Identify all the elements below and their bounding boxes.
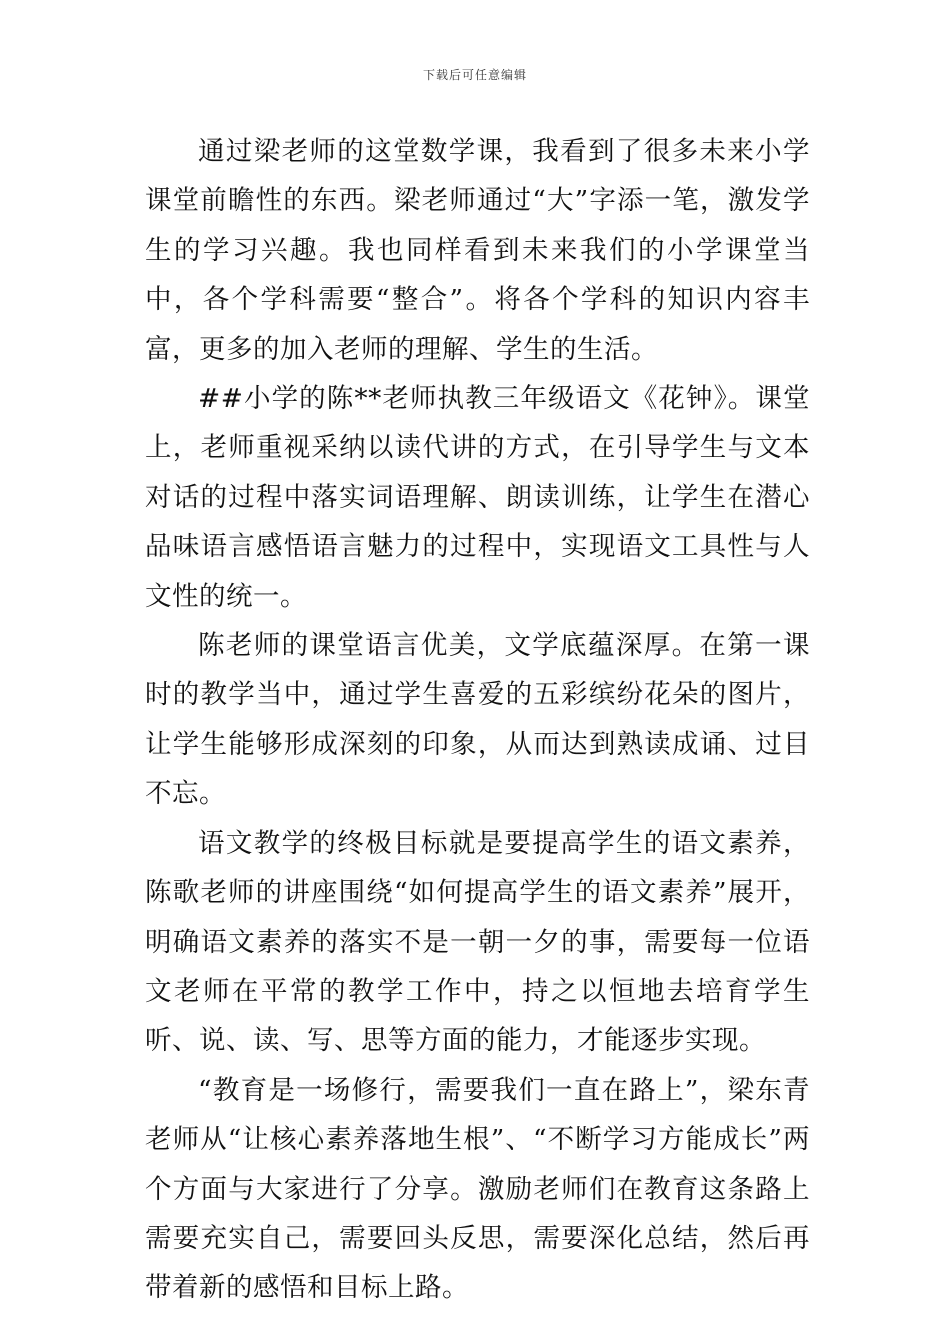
paragraph-teacher-chen: 陈老师的课堂语言优美，文学底蕴深厚。在第一课时的教学当中，通过学生喜爱的五彩缤纷花朵的图片，让学生能够形成深刻的印象，从而达到熟读成诵、过目不忘。 <box>145 630 810 810</box>
paragraph-math-lesson: 通过梁老师的这堂数学课，我看到了很多未来小学课堂前瞻性的东西。梁老师通过“大”字添一笔，激发学生的学习兴趣。我也同样看到未来我们的小学课堂当中，各个学科需要“整合”。将各个学科的知识内容丰富，更多的加入老师的理解、学生的生活。 <box>145 136 810 365</box>
paragraph-education-journey: “教育是一场修行，需要我们一直在路上”，梁东青老师从“让核心素养落地生根”、“不断学习方能成长”两个方面与大家进行了分享。激励老师们在教育这条路上需要充实自己，需要回头反思，需要深化总结，然后再带着新的感悟和目标上路。 <box>145 1074 810 1304</box>
page-header: 下载后可任意编辑 <box>422 68 527 82</box>
paragraph-literacy-lecture: 语文教学的终极目标就是要提高学生的语文素养，陈歌老师的讲座围绕“如何提高学生的语文素养”展开，明确语文素养的落实不是一朝一夕的事，需要每一位语文老师在平常的教学工作中，持之以恒地去培育学生听、说、读、写、思等方面的能力，才能逐步实现。 <box>145 827 810 1057</box>
document-body <box>145 127 810 1313</box>
paragraph-chinese-lesson: ##小学的陈**老师执教三年级语文《花钟》。课堂上，老师重视采纳以读代讲的方式，在引导学生与文本对话的过程中落实词语理解、朗读训练，让学生在潜心品味语言感悟语言魅力的过程中，实现语文工具性与人文性的统一。 <box>145 383 810 612</box>
